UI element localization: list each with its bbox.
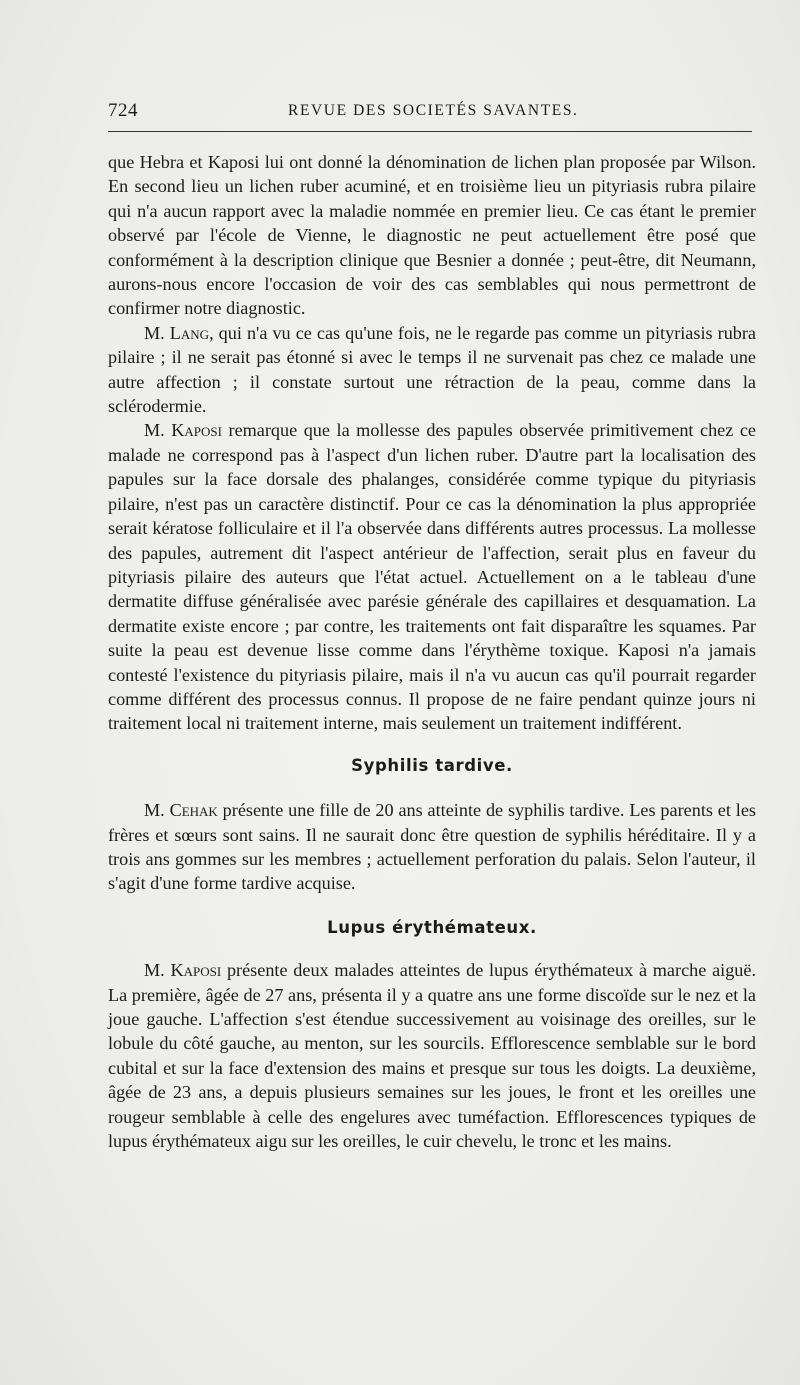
header-rule <box>108 131 752 132</box>
section-title-lupus: Lupus érythémateux. <box>327 917 537 937</box>
paragraph-syphilis <box>108 798 756 896</box>
page-number: 724 <box>108 100 138 121</box>
author-name-kaposi: Kaposi <box>171 420 222 441</box>
paragraph-syphilis-text: présente une fille de 20 ans atteinte de syphilis tardive. Les parents et les frères et sœurs sont sains. Il ne saurait donc être question de syphilis héréditaire. Il y a trois ans gommes sur les membres ; actuellement perforation du palais. Selon l'auteur, il s'agit d'une forme tardive acquise. <box>108 800 756 894</box>
paragraph-1: que Hebra et Kaposi lui ont donné la dénomination de lichen plan proposée par Wilson. En second lieu un lichen ruber acuminé, et en troisième lieu un pityriasis rubra pilaire qui n'a aucun rapport avec la maladie nommée en premier lieu. Ce cas étant le premier observé par l'école de Vienne, le diagnostic ne peut actuellement être posé que conformément à la description clinique que Besnier a donnée ; peut-être, dit Neumann, aurons-nous encore l'occasion de voir des cas semblables qui nous permettront de confirmer notre diagnostic. <box>108 152 756 319</box>
paragraph-3 <box>108 418 756 735</box>
paragraph-2-text: , qui n'a vu ce cas qu'une fois, ne le regarde pas comme un pityriasis rubra pilaire ; il ne serait pas étonné si avec le temps il ne survenait pas chez ce malade une autre affection ; il constate surtout une rétraction de la peau, comme dans la sclérodermie. <box>108 322 757 417</box>
body-text <box>108 150 756 1153</box>
page-header <box>108 100 752 122</box>
paragraph-3-prefix: M. <box>144 420 172 441</box>
paragraph-lupus-prefix: M. <box>144 960 171 981</box>
paragraph-lupus <box>108 958 756 1153</box>
paragraph-2-prefix: M. <box>144 322 170 343</box>
paragraph-syphilis-prefix: M. <box>144 800 170 821</box>
author-name-cehak: Cehak <box>169 800 218 821</box>
paragraph-3-text: remarque que la mollesse des papules observée primitivement chez ce malade ne correspond pas à l'aspect d'un lichen ruber. D'autre part la localisation des papules sur la face dorsale des phalanges, considérée comme typique du pityriasis pilaire, n'est pas un caractère distinctif. Pour ce cas la dénomination la plus appropriée serait kératose folliculaire et il l'a observée dans différents autres processus. La mollesse des papules, autrement dit l'aspect antérieur de l'affection, serait plus en faveur du pityriasis pilaire des auteurs que l'état actuel. Actuellement on a le tableau d'une dermatite diffuse généralisée avec parésie générale des capillaires et desquamation. La dermatite existe encore ; par contre, les traitements ont fait disparaître les squames. Par suite la peau est devenue lisse comme dans l'érythème toxique. Kaposi n'a jamais contesté l'existence du pityriasis pilaire, mais il n'a vu aucun cas qu'il pourrait regarder comme différent des processus connus. Il propose de ne faire pendant quinze jours ni traitement local ni traitement interne, mais seulement un traitement indifférent. <box>108 420 756 734</box>
paragraph-2 <box>108 321 756 419</box>
author-name-lang: Lang <box>169 322 210 343</box>
author-name-kaposi-2: Kaposi <box>170 960 222 981</box>
running-title: REVUE DES SOCIETÉS SAVANTES. <box>288 102 579 119</box>
section-title-syphilis: Syphilis tardive. <box>351 755 513 775</box>
paragraph-lupus-text: présente deux malades atteintes de lupus érythémateux à marche aiguë. La première, âgée de 27 ans, présenta il y a quatre ans une forme discoïde sur le nez et la joue gauche. L'affection s'est étendue successivement au voisinage des oreilles, sur le lobule du côté gauche, au menton, sur les sourcils. Efflorescence semblable sur le bord cubital et sur la face d'extension des mains et presque sur tous les doigts. La deuxième, âgée de 23 ans, a depuis plusieurs semaines sur les joues, le front et les oreilles une rougeur semblable à celle des engelures avec tuméfaction. Efflorescences typiques de lupus érythémateux aigu sur les oreilles, le cuir chevelu, le tronc et les mains. <box>108 960 756 1152</box>
